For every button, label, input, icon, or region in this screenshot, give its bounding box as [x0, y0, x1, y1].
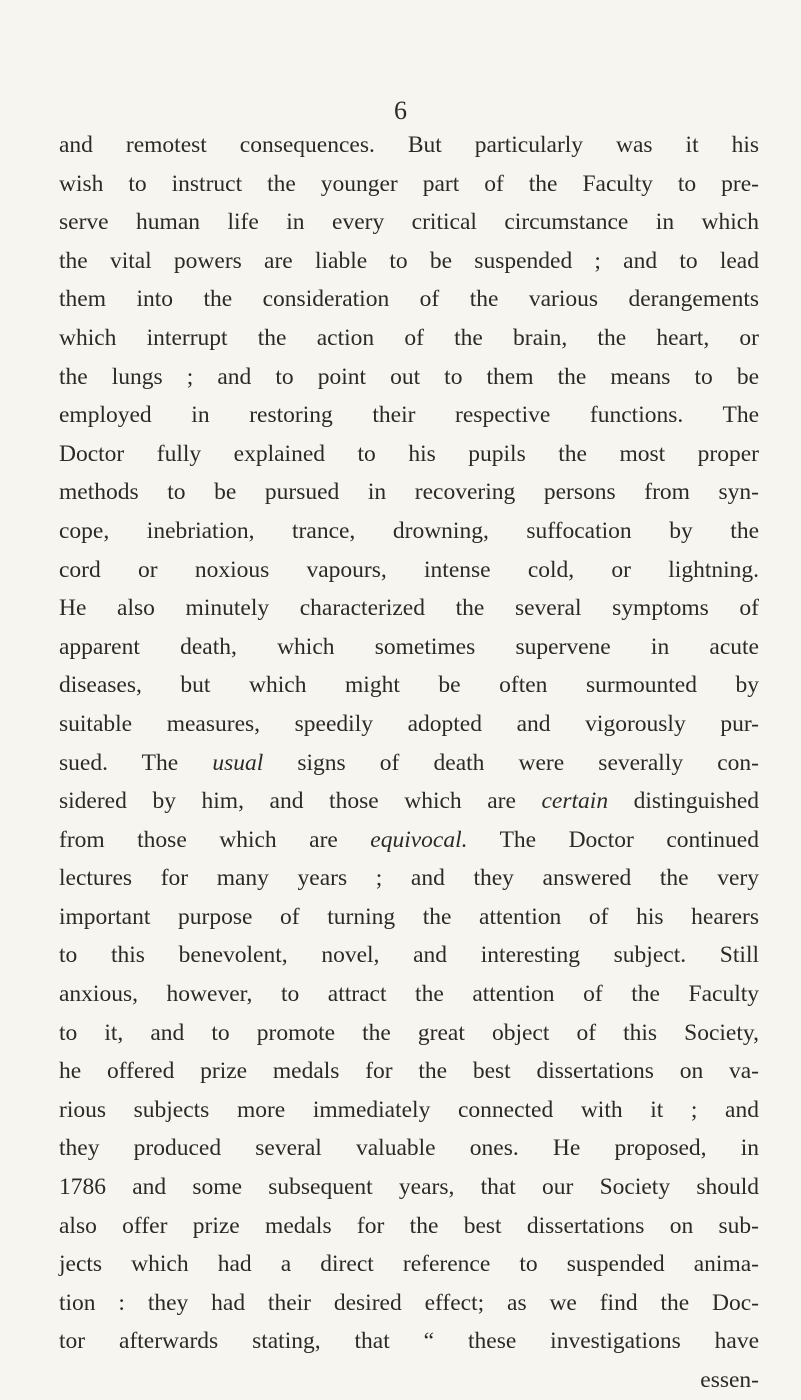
text-segment: tion : they had their desired effect; as we find the Doc-: [59, 1289, 759, 1316]
text-segment: suitable measures, speedily adopted and vigorously pur-: [59, 710, 759, 737]
text-segment: jects which had a direct reference to suspended anima-: [59, 1251, 759, 1278]
text-segment: The Doctor continued: [467, 826, 759, 853]
text-segment: to it, and to promote the great object of this Society,: [59, 1019, 759, 1046]
text-segment: and remotest consequences. But particularly was it his: [59, 132, 759, 158]
text-line: [59, 744, 759, 783]
text-segment: anxious, however, to attract the attention of the Faculty: [59, 981, 759, 1008]
text-segment: Doctor fully explained to his pupils the most proper: [59, 440, 759, 467]
text-line: [59, 126, 759, 165]
text-line: [59, 319, 759, 358]
italic-text: certain: [541, 788, 609, 815]
text-line: [59, 1284, 759, 1323]
italic-text: usual: [212, 749, 264, 776]
text-line: [59, 859, 759, 898]
text-line: [59, 589, 759, 628]
text-line: [59, 705, 759, 744]
text-segment: rious subjects more immediately connected with it ; and: [59, 1096, 759, 1123]
text-line: [59, 435, 759, 474]
text-segment: serve human life in every critical circumstance in which: [59, 209, 759, 236]
text-segment: wish to instruct the younger part of the Faculty to pre-: [59, 170, 759, 197]
text-segment: sidered by him, and those which are: [59, 788, 542, 815]
text-segment: employed in restoring their respective functions. The: [59, 402, 759, 429]
text-line: [59, 898, 759, 937]
text-line: [59, 1091, 759, 1130]
text-segment: He also minutely characterized the several symptoms of: [59, 595, 759, 622]
text-segment: diseases, but which might be often surmounted by: [59, 672, 759, 699]
body-text: [59, 126, 759, 1400]
text-line: [59, 358, 759, 397]
text-segment: methods to be pursued in recovering persons from syn-: [59, 479, 759, 506]
text-segment: distinguished: [608, 788, 759, 815]
text-line: [59, 782, 759, 821]
text-line: [59, 165, 759, 204]
italic-text: equivocal.: [370, 826, 468, 853]
text-segment: essen-: [700, 1367, 759, 1393]
text-segment: the lungs ; and to point out to them the means to be: [59, 363, 759, 390]
text-line: [59, 512, 759, 551]
page-number: 6: [394, 96, 407, 125]
text-line: [59, 1207, 759, 1246]
text-segment: lectures for many years ; and they answered the very: [59, 865, 759, 892]
text-line: [59, 396, 759, 435]
text-line: [59, 1129, 759, 1168]
text-segment: signs of death were severally con-: [263, 749, 759, 776]
text-segment: to this benevolent, novel, and interesting subject. Still: [59, 942, 759, 969]
text-segment: he offered prize medals for the best dissertations on va-: [59, 1058, 759, 1085]
text-segment: them into the consideration of the various derangements: [59, 286, 759, 313]
text-line: [59, 628, 759, 667]
text-line: [59, 1322, 759, 1361]
text-segment: sued. The: [59, 749, 213, 776]
text-line: [59, 936, 759, 975]
text-segment: apparent death, which sometimes supervene in acute: [59, 633, 759, 660]
text-segment: 1786 and some subsequent years, that our Society should: [59, 1174, 759, 1201]
text-segment: which interrupt the action of the brain, the heart, or: [59, 324, 759, 351]
text-line: [59, 821, 759, 860]
text-line: [59, 666, 759, 705]
text-line: [59, 551, 759, 590]
text-line: [59, 975, 759, 1014]
text-segment: cord or noxious vapours, intense cold, or lightning.: [59, 556, 759, 583]
text-line: [59, 1245, 759, 1284]
text-segment: also offer prize medals for the best dissertations on sub-: [59, 1212, 759, 1239]
text-line: [59, 473, 759, 512]
text-line: [59, 1014, 759, 1053]
text-segment: cope, inebriation, trance, drowning, suffocation by the: [59, 517, 759, 544]
text-segment: important purpose of turning the attention of his hearers: [59, 903, 759, 930]
text-line: [59, 1361, 759, 1400]
text-segment: from those which are: [59, 826, 371, 853]
text-segment: they produced several valuable ones. He proposed, in: [59, 1135, 759, 1162]
text-line: [59, 1168, 759, 1207]
text-segment: tor afterwards stating, that “ these investigations have: [59, 1328, 759, 1355]
text-line: [59, 203, 759, 242]
text-line: [59, 1052, 759, 1091]
text-line: [59, 280, 759, 319]
text-segment: the vital powers are liable to be suspended ; and to lead: [59, 247, 759, 274]
text-line: [59, 242, 759, 281]
